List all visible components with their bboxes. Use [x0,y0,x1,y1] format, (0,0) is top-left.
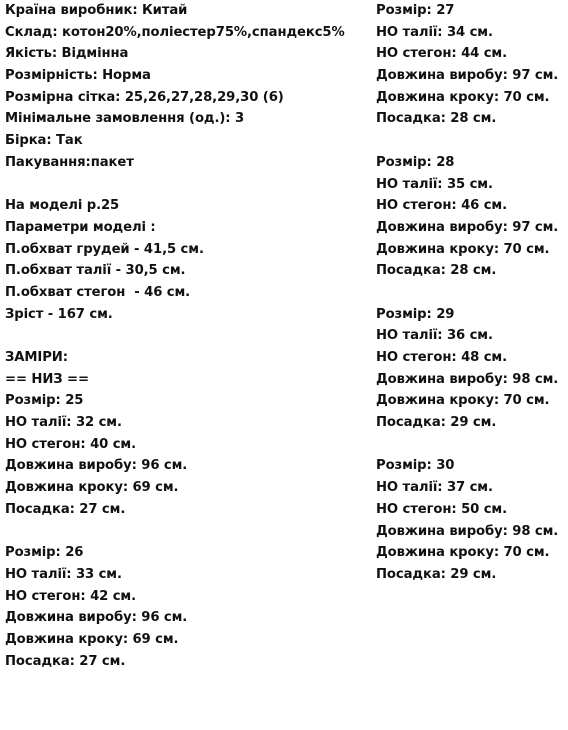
left-column-text-line: НО талії: 32 см. [5,415,122,431]
right-column-text-line: НО талії: 36 см. [376,328,493,344]
left-column-text-line: НО талії: 33 см. [5,566,122,582]
product-specs-left-column [5,0,345,672]
right-column-text-line: Розмір: 30 [376,458,455,474]
left-column-text-line: Пакування:пакет [5,154,134,170]
left-column-text-line: Розмір: 26 [5,545,84,561]
right-column-spacer [376,434,558,456]
size-measurements-right-column [376,0,558,586]
right-column-spacer [376,130,558,152]
right-column-text-line: НО талії: 34 см. [376,24,493,40]
left-column-text-line: Розмірність: Норма [5,68,151,84]
right-column-text-line: Посадка: 28 см. [376,263,497,279]
left-column-text-line: Склад: котон20%,поліестер75%,спандекс5% [5,24,345,40]
right-column-text-line: НО стегон: 46 см. [376,198,508,214]
left-column-text-line: Посадка: 27 см. [5,501,126,517]
right-column-text-line: Довжина виробу: 97 см. [376,68,559,84]
right-column-text-line: Довжина виробу: 98 см. [376,371,559,387]
right-column-text-line: НО стегон: 50 см. [376,501,508,517]
right-column-text-line: Розмір: 29 [376,306,455,322]
left-column-text-line: Розмірна сітка: 25,26,27,28,29,30 (6) [5,89,284,105]
left-column-text-line: НО стегон: 42 см. [5,588,137,604]
left-column-text-line: Країна виробник: Китай [5,3,188,18]
left-column-text-line: П.обхват грудей - 41,5 см. [5,241,204,257]
right-column-text-line: Довжина кроку: 70 см. [376,545,550,561]
right-column-text-line: Посадка: 29 см. [376,566,497,582]
left-column-text-line: == НИЗ == [5,371,89,387]
right-column-spacer [376,282,558,304]
left-column-text-line: П.обхват талії - 30,5 см. [5,263,186,279]
left-column-text-line: П.обхват стегон - 46 см. [5,284,191,300]
left-column-text-line: Довжина виробу: 96 см. [5,610,188,626]
right-column-text-line: Довжина кроку: 70 см. [376,393,550,409]
right-column-text-line: НО стегон: 48 см. [376,350,508,365]
left-column-text-line: Параметри моделі : [5,219,156,235]
left-column-text-line: Довжина кроку: 69 см. [5,480,179,496]
right-column-text-line: Довжина кроку: 70 см. [376,241,550,257]
left-column-spacer [5,521,345,543]
left-column-text-line: Якість: Відмінна [5,46,129,62]
left-column-text-line: Мінімальне замовлення (од.): 3 [5,111,245,127]
right-column-text-line: Розмір: 27 [376,3,455,18]
right-column-text-line: Посадка: 29 см. [376,415,497,431]
left-column-text-line: Бірка: Так [5,133,83,149]
left-column-spacer [5,174,345,196]
right-column-text-line: Розмір: 28 [376,154,455,170]
right-column-text-line: НО стегон: 44 см. [376,46,508,62]
left-column-text-line: ЗАМІРИ: [5,350,68,365]
right-column-text-line: НО талії: 35 см. [376,176,493,192]
right-column-text-line: Довжина виробу: 97 см. [376,219,559,235]
left-column-text-line: Посадка: 27 см. [5,653,126,669]
right-column-text-line: Довжина кроку: 70 см. [376,89,550,105]
left-column-spacer [5,325,345,347]
left-column-text-line: Довжина виробу: 96 см. [5,458,188,474]
right-column-text-line: НО талії: 37 см. [376,480,493,496]
right-column-text-line: Довжина виробу: 98 см. [376,523,559,539]
right-column-text-line: Посадка: 28 см. [376,111,497,127]
left-column-text-line: Розмір: 25 [5,393,84,409]
left-column-text-line: Зріст - 167 см. [5,306,113,322]
left-column-text-line: Довжина кроку: 69 см. [5,631,179,647]
left-column-text-line: На моделі р.25 [5,198,120,214]
left-column-text-line: НО стегон: 40 см. [5,436,137,452]
